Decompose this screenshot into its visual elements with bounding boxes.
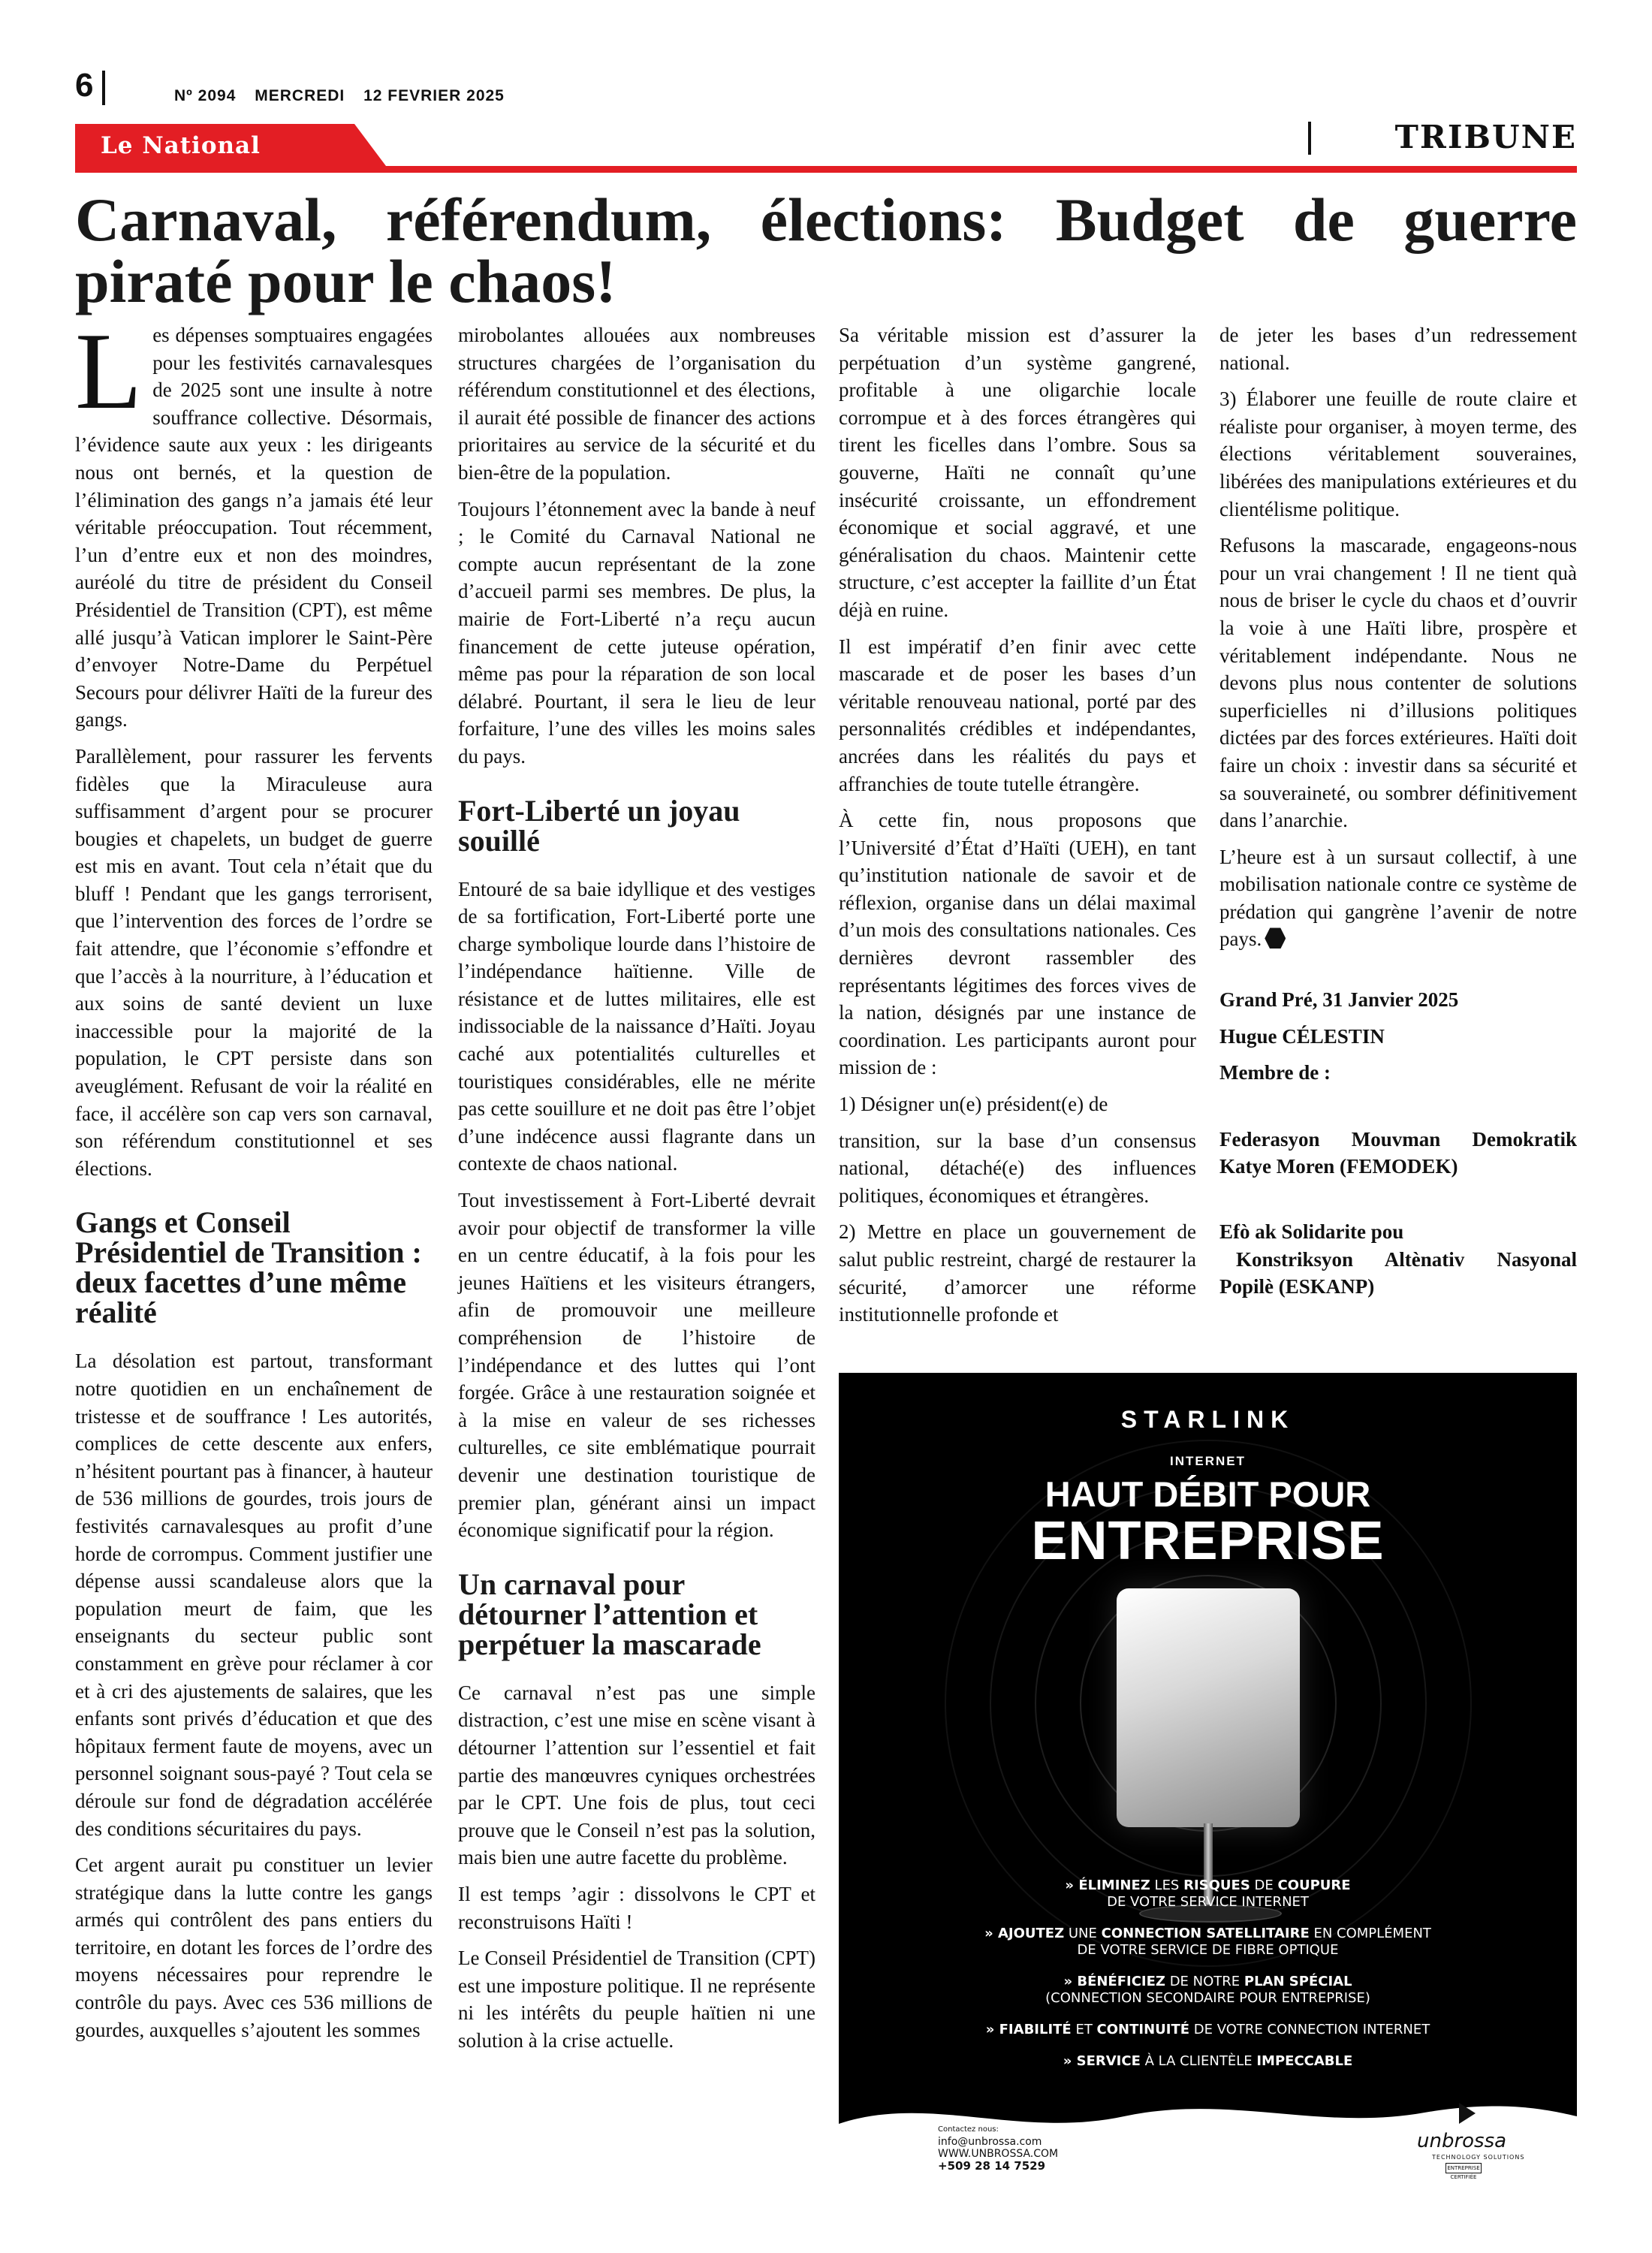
paragraph: 1) Désigner un(e) président(e) de — [839, 1093, 1108, 1116]
starlink-advertisement[interactable] — [839, 1373, 1577, 2180]
paragraph: 2) Mettre en place un gouvernement de salut public restreint, chargé de restaurer la sécurité, d’amorcer une réforme institutionnelle profonde et — [839, 1220, 1196, 1326]
paragraph: 3) Élaborer une feuille de route claire et réaliste pour organiser, à moyen terme, des élections véritablement souveraines, libérées des manipulations extérieures et du clientélisme politique. — [1219, 388, 1577, 520]
section-divider — [1308, 122, 1311, 155]
satellite-dish-image — [1117, 1588, 1300, 1827]
paragraph: Entouré de sa baie idyllique et des vestiges de sa fortification, Fort-Liberté porte une charge symbolique lourde dans l’histoire de l’indépendance haïtienne. Ville de résistance et de luttes militaires, elle est indissociable de la naissance d’Haïti. Joyau caché aux potentialités culturelles et touristiques considérables, elle ne mérite pas cette souillure et ne doit pas être l’objet d’une indécence aussi flagrante dans un contexte de chaos national. — [458, 877, 815, 1175]
article-column-2 — [458, 321, 815, 2063]
paragraph: Cet argent aurait pu constituer un levier stratégique dans la lutte contre les gangs armés qui contrôlent des pans entiers du territoire, en dotant les forces de l’ordre des moyens nécessaires pour reprendre le contrôle du pays. Avec ces 536 millions de gourdes, auxquelles s’ajoutent les sommes — [75, 1853, 433, 2041]
ad-benefits-list — [914, 1878, 1502, 2085]
issue-weekday: MERCREDI — [255, 87, 345, 104]
paragraph: Le Conseil Présidentiel de Transition (CPT) est une imposture politique. Il ne représente ni les intérêts du peuple haïtien ni une solution à la crise actuelle. — [458, 1947, 815, 2052]
company-tagline: TECHNOLOGY SOLUTIONS — [1432, 2154, 1525, 2161]
paragraph: mirobolantes allouées aux nombreuses structures chargées de l’organisation du référendum constitutionnel et des élections, il aurait été possible de financer des actions prioritaires au service de la sécurité et du bien-être de la population. — [458, 324, 815, 484]
issue-number: Nº 2094 — [174, 87, 237, 104]
signature-place-date: Grand Pré, 31 Janvier 2025 — [1219, 988, 1459, 1012]
certified-badge: ENTREPRISE CERTIFIÉE — [1446, 2163, 1482, 2173]
subheading: Fort-Liberté un joyau souillé — [458, 793, 740, 858]
publication-name: Le National — [101, 132, 261, 159]
page-number-divider — [102, 71, 105, 105]
company-logo: unbrossa — [1417, 2130, 1507, 2152]
drop-cap: L — [75, 310, 143, 432]
end-mark-icon — [1265, 927, 1286, 949]
paragraph-text: L’heure est à un sursaut collectif, à une mobilisation nationale contre ce système de prédation qui gangrène l’avenir de notre pays. — [1219, 845, 1577, 951]
paragraph — [1219, 843, 1577, 953]
paragraph: Parallèlement, pour rassurer les fervents fidèles que la Miraculeuse aura suffisamment d’argent pour se procurer bougies et chapelets, un budget de guerre est mis en avant. Tout cela n’était que du bluff ! Pendant que les gangs terrorisent, que l’intervention des forces de l’ordre se fait attendre, que l’économie s’effondre et que l’accès à la nourriture, à l’éducation et aux soins de santé devient un luxe inaccessible pour la majorité de la population, le CPT persiste dans son aveuglément. Refusant de voir la réalité en face, il accélère son cap vers son carnaval, son référendum constitutionnel et ses élections. — [75, 744, 433, 1180]
ad-contact-block — [938, 2124, 1058, 2173]
ad-kicker: INTERNET — [1170, 1454, 1246, 1468]
ad-benefit: » BÉNÉFICIEZ DE NOTRE PLAN SPÉCIAL (CONNECTION SECONDAIRE POUR ENTREPRISE) — [1045, 1974, 1370, 2006]
article-column-3 — [839, 321, 1196, 1338]
ad-benefit: » ÉLIMINEZ LES RISQUES DE COUPURE DE VOTRE SERVICE INTERNET — [1065, 1878, 1351, 1910]
ad-benefit: » SERVICE À LA CLIENTÈLE IMPECCABLE — [1063, 2053, 1353, 2069]
subheading: Un carnaval pour détourner l’attention et perpétuer la mascarade — [458, 1567, 761, 1661]
paragraph: Refusons la mascarade, engageons-nous pour un vrai changement ! Il ne tient quà nous de briser le cycle du chaos et d’ouvrir la voie à une Haïti libre, prospère et véritablement indépendante. Nous ne devons plus nous contenter de solutions superficielles ni d’illusions politiques dictées par des forces extérieures. Haïti doit faire un choix : investir dans sa sécurité et sa souveraineté, ou sombrer définitivement dans l’anarchie. — [1219, 534, 1577, 832]
article-headline: Carnaval, référendum, élections: Budget de guerre piraté pour le chaos! — [75, 185, 1577, 315]
paragraph: Ce carnaval n’est pas une simple distraction, c’est une mise en scène visant à détourner l’attention sur l’essentiel et fait partie des manœuvres cyniques orchestrées par le CPT. Une fois de plus, tout ceci prouve que le Conseil n’est pas la solution, mais bien une autre facette du problème. — [458, 1681, 815, 1869]
ad-brand: STARLINK — [1120, 1406, 1295, 1433]
ad-headline: HAUT DÉBIT POUR — [1045, 1474, 1371, 1514]
header-rule — [75, 166, 1577, 173]
paragraph: Tout investissement à Fort-Liberté devrait avoir pour objectif de transformer la ville en un centre éducatif, à la fois pour les jeunes Haïtiens et les visiteurs étrangers, afin de promouvoir une meilleure compréhension de l’histoire de l’indépendance et des luttes qui l’ont forgée. Grâce à une restauration soignée et à la mise en valeur de ses richesses culturelles, ce site emblématique pourrait devenir une destination touristique de premier plan, générant ainsi un impact économique significatif pour la région. — [458, 1189, 815, 1542]
signature-organization: Efò ak Solidarite pou — [1219, 1220, 1404, 1244]
signature-member-of: Membre de : — [1219, 1061, 1331, 1084]
paragraph: Il est temps ’agir : dissolvons le CPT et reconstruisons Haïti ! — [458, 1882, 815, 1933]
paragraph: À cette fin, nous proposons que l’Université d’État d’Haïti (UEH), en tant qu’institution nationale de savoir et de réflexion, organise dans un délai maximal d’un mois des consultations nationales. Ces dernières devront rassembler des représentants légitimes des forces vives de la nation, désignés par une instance de coordination. Les participants auront pour mission de : — [839, 809, 1196, 1079]
contact-phone[interactable]: +509 28 14 7529 — [938, 2159, 1046, 2173]
page-number: 6 — [75, 67, 94, 104]
ad-headline: ENTREPRISE — [1031, 1511, 1385, 1571]
paragraph: transition, sur la base d’un consensus national, détaché(e) des influences politiques, économiques et étrangères. — [839, 1129, 1196, 1207]
article-column-1 — [75, 310, 433, 2052]
article-column-4 — [1219, 321, 1577, 1310]
signature-organization: Federasyon Mouvman Demokratik Katye Moren (FEMODEK) — [1219, 1127, 1577, 1178]
paragraph: La désolation est partout, transformant notre quotidien en un enchaînement de tristesse et de souffrance ! Les autorités, complices de cette descente aux enfers, n’hésitent pourtant pas à financer, à hauteur de 536 millions de gourdes, trois jours de festivités carnavalesques au profit d’une horde de corrompus. Comment justifier une dépense aussi scandaleuse alors que la population meurt de faim, que les enseignants du secteur public sont constamment en grève pour réclamer à cor et à cri des ajustements de salaires, que les enfants sont privés d’éducation et que des hôpitaux ferment faute de moyens, avec un personnel soignant sous-payé ? Tout cela se déroule sur fond de dégradation accélérée des conditions sécuritaires du pays. — [75, 1350, 433, 1840]
contact-label: Contactez nous: — [938, 2125, 999, 2134]
signature-organization: Konstriksyon Altènativ Nasyonal Popilè (ESKANP) — [1219, 1247, 1577, 1298]
signature-author: Hugue CÉLESTIN — [1219, 1024, 1385, 1048]
paragraph: Sa véritable mission est d’assurer la perpétuation d’un système gangrené, profitable à une oligarchie locale corrompue et à des forces étrangères qui tirent les ficelles dans l’ombre. Sous sa gouverne, Haïti ne connaît qu’une insécurité croissante, un effondrement économique et social aggravé, et une généralisation du chaos. Maintenir cette structure, c’est accepter la faillite d’un État déjà en ruine. — [839, 324, 1196, 621]
paragraph: Il est impératif d’en finir avec cette mascarade et de poser les bases d’un véritable renouveau national, porté par des personnalités crédibles et indépendantes, ancrées dans les réalités du pays et affranchies de toute tutelle étrangère. — [839, 635, 1196, 795]
contact-email[interactable]: info@unbrossa.com — [938, 2136, 1042, 2148]
paragraph: de jeter les bases d’un redressement national. — [1219, 324, 1577, 374]
paragraph-text: es dépenses somptuaires engagées pour les festivités carnavalesques de 2025 sont une insulte à notre souffrance collective. Désormais, l’évidence saute aux yeux : les dirigeants nous ont bernés, et la question de l’élimination des gangs n’a jamais été leur véritable préoccupation. Tout récemment, l’un d’entre eux et non des moindres, auréolé du titre de président du Conseil Présidentiel de Transition (CPT), est même allé jusqu’à Vatican implorer le Saint-Père d’envoyer Notre-Dame du Perpétuel Secours pour délivrer Haïti de la fureur des gangs. — [75, 324, 433, 731]
ad-benefit: » AJOUTEZ UNE CONNECTION SATELLITAIRE EN COMPLÉMENT DE VOTRE SERVICE DE FIBRE OPTIQUE — [984, 1926, 1431, 1958]
ad-benefit: » FIABILITÉ ET CONTINUITÉ DE VOTRE CONNECTION INTERNET — [985, 2022, 1430, 2037]
issue-date: 12 FEVRIER 2025 — [363, 87, 505, 104]
unbrossa-play-icon — [1453, 2100, 1480, 2127]
issue-line — [174, 87, 518, 105]
section-label: TRIBUNE — [1394, 119, 1577, 155]
paragraph: Toujours l’étonnement avec la bande à neuf ; le Comité du Carnaval National ne compte aucun représentant de la zone d’accueil parmi ses membres. De plus, la mairie de Fort-Liberté n’a reçu aucun financement de cette juteuse opération, même pas pour la réparation de son local délabré. Pourtant, il sera le lieu de leur forfaiture, l’une des villes les moins sales du pays. — [458, 497, 815, 768]
subheading: Gangs et Conseil Présidentiel de Transition : deux facettes d’une même réalité — [75, 1205, 422, 1330]
contact-website[interactable]: WWW.UNBROSSA.COM — [938, 2148, 1059, 2160]
paragraph — [75, 310, 433, 734]
